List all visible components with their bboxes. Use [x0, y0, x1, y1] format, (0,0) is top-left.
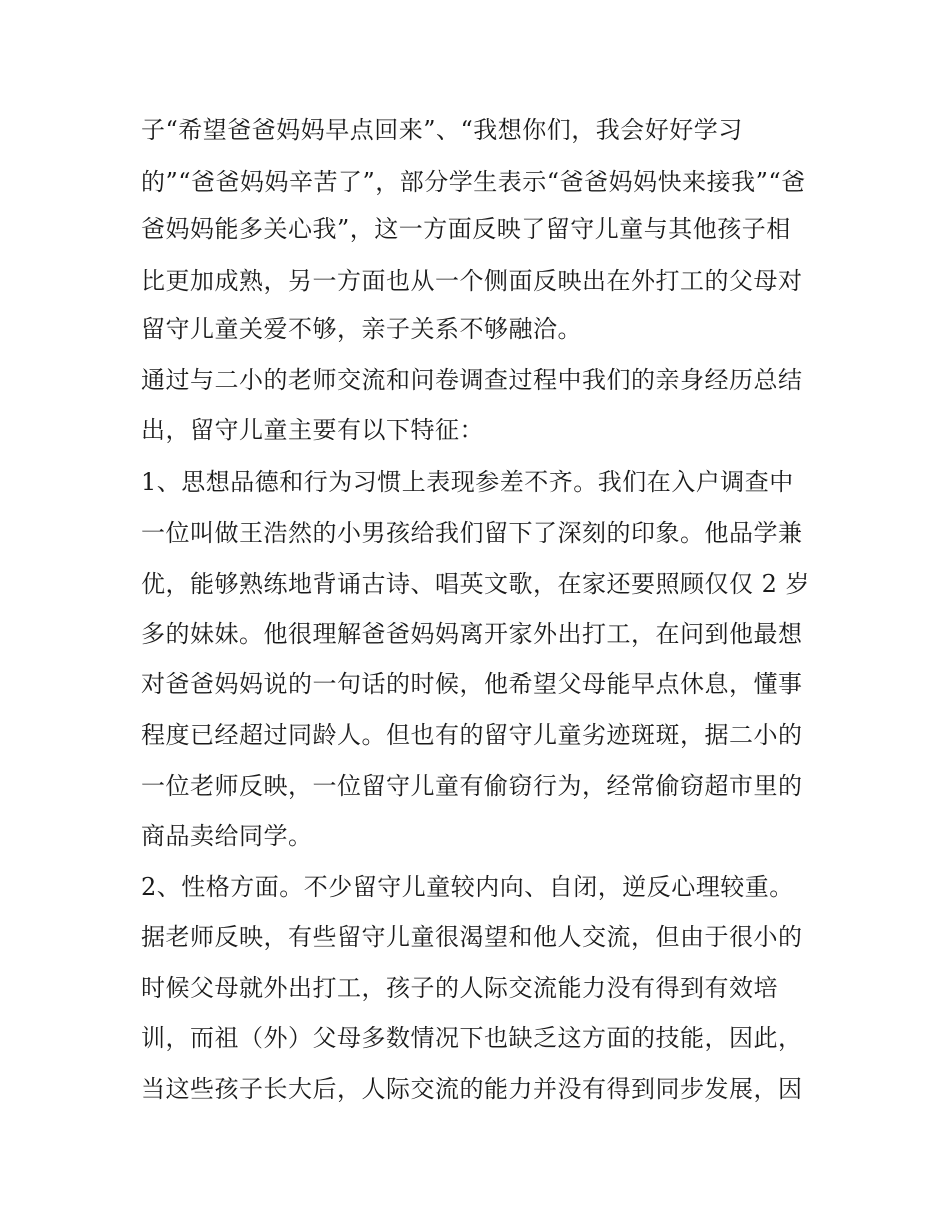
text-line: 爸妈妈能多关心我”，这一方面反映了留守儿童与其他孩子相: [141, 215, 791, 243]
text-line: 留守儿童关爱不够，亲子关系不够融洽。: [141, 315, 582, 343]
text-line: 程度已经超过同龄人。但也有的留守儿童劣迹斑斑，据二小的: [141, 721, 803, 749]
text-line: 优，能够熟练地背诵古诗、唱英文歌，在家还要照顾仅仅 2 岁: [141, 570, 811, 598]
text-line: 一位叫做王浩然的小男孩给我们留下了深刻的印象。他品学兼: [141, 519, 803, 547]
text-line: 出，留守儿童主要有以下特征：: [141, 416, 484, 444]
text-line: 商品卖给同学。: [141, 822, 313, 850]
text-line: 的”“爸爸妈妈辛苦了”，部分学生表示“爸爸妈妈快来接我”“爸: [141, 168, 806, 196]
text-line: 据老师反映，有些留守儿童很渴望和他人交流，但由于很小的: [141, 923, 803, 951]
text-line: 子“希望爸爸妈妈早点回来”、“我想你们，我会好好学习: [141, 116, 743, 144]
text-line: 1、思想品德和行为习惯上表现参差不齐。我们在入户调查中: [141, 468, 794, 496]
text-line: 通过与二小的老师交流和问卷调查过程中我们的亲身经历总结: [141, 366, 803, 394]
text-line: 当这些孩子长大后，人际交流的能力并没有得到同步发展，因: [141, 1075, 803, 1103]
text-line: 2、性格方面。不少留守儿童较内向、自闭，逆反心理较重。: [141, 873, 794, 901]
text-line: 多的妹妹。他很理解爸爸妈妈离开家外出打工，在问到他最想: [141, 620, 803, 648]
text-line: 对爸爸妈妈说的一句话的时候，他希望父母能早点休息，懂事: [141, 670, 803, 698]
text-line: 比更加成熟，另一方面也从一个侧面反映出在外打工的父母对: [141, 267, 803, 295]
text-line: 训，而祖（外）父母多数情况下也缺乏这方面的技能，因此，: [141, 1024, 803, 1052]
text-line: 一位老师反映，一位留守儿童有偷窃行为，经常偷窃超市里的: [141, 772, 803, 800]
text-line: 时候父母就外出打工，孩子的人际交流能力没有得到有效培: [141, 974, 778, 1002]
